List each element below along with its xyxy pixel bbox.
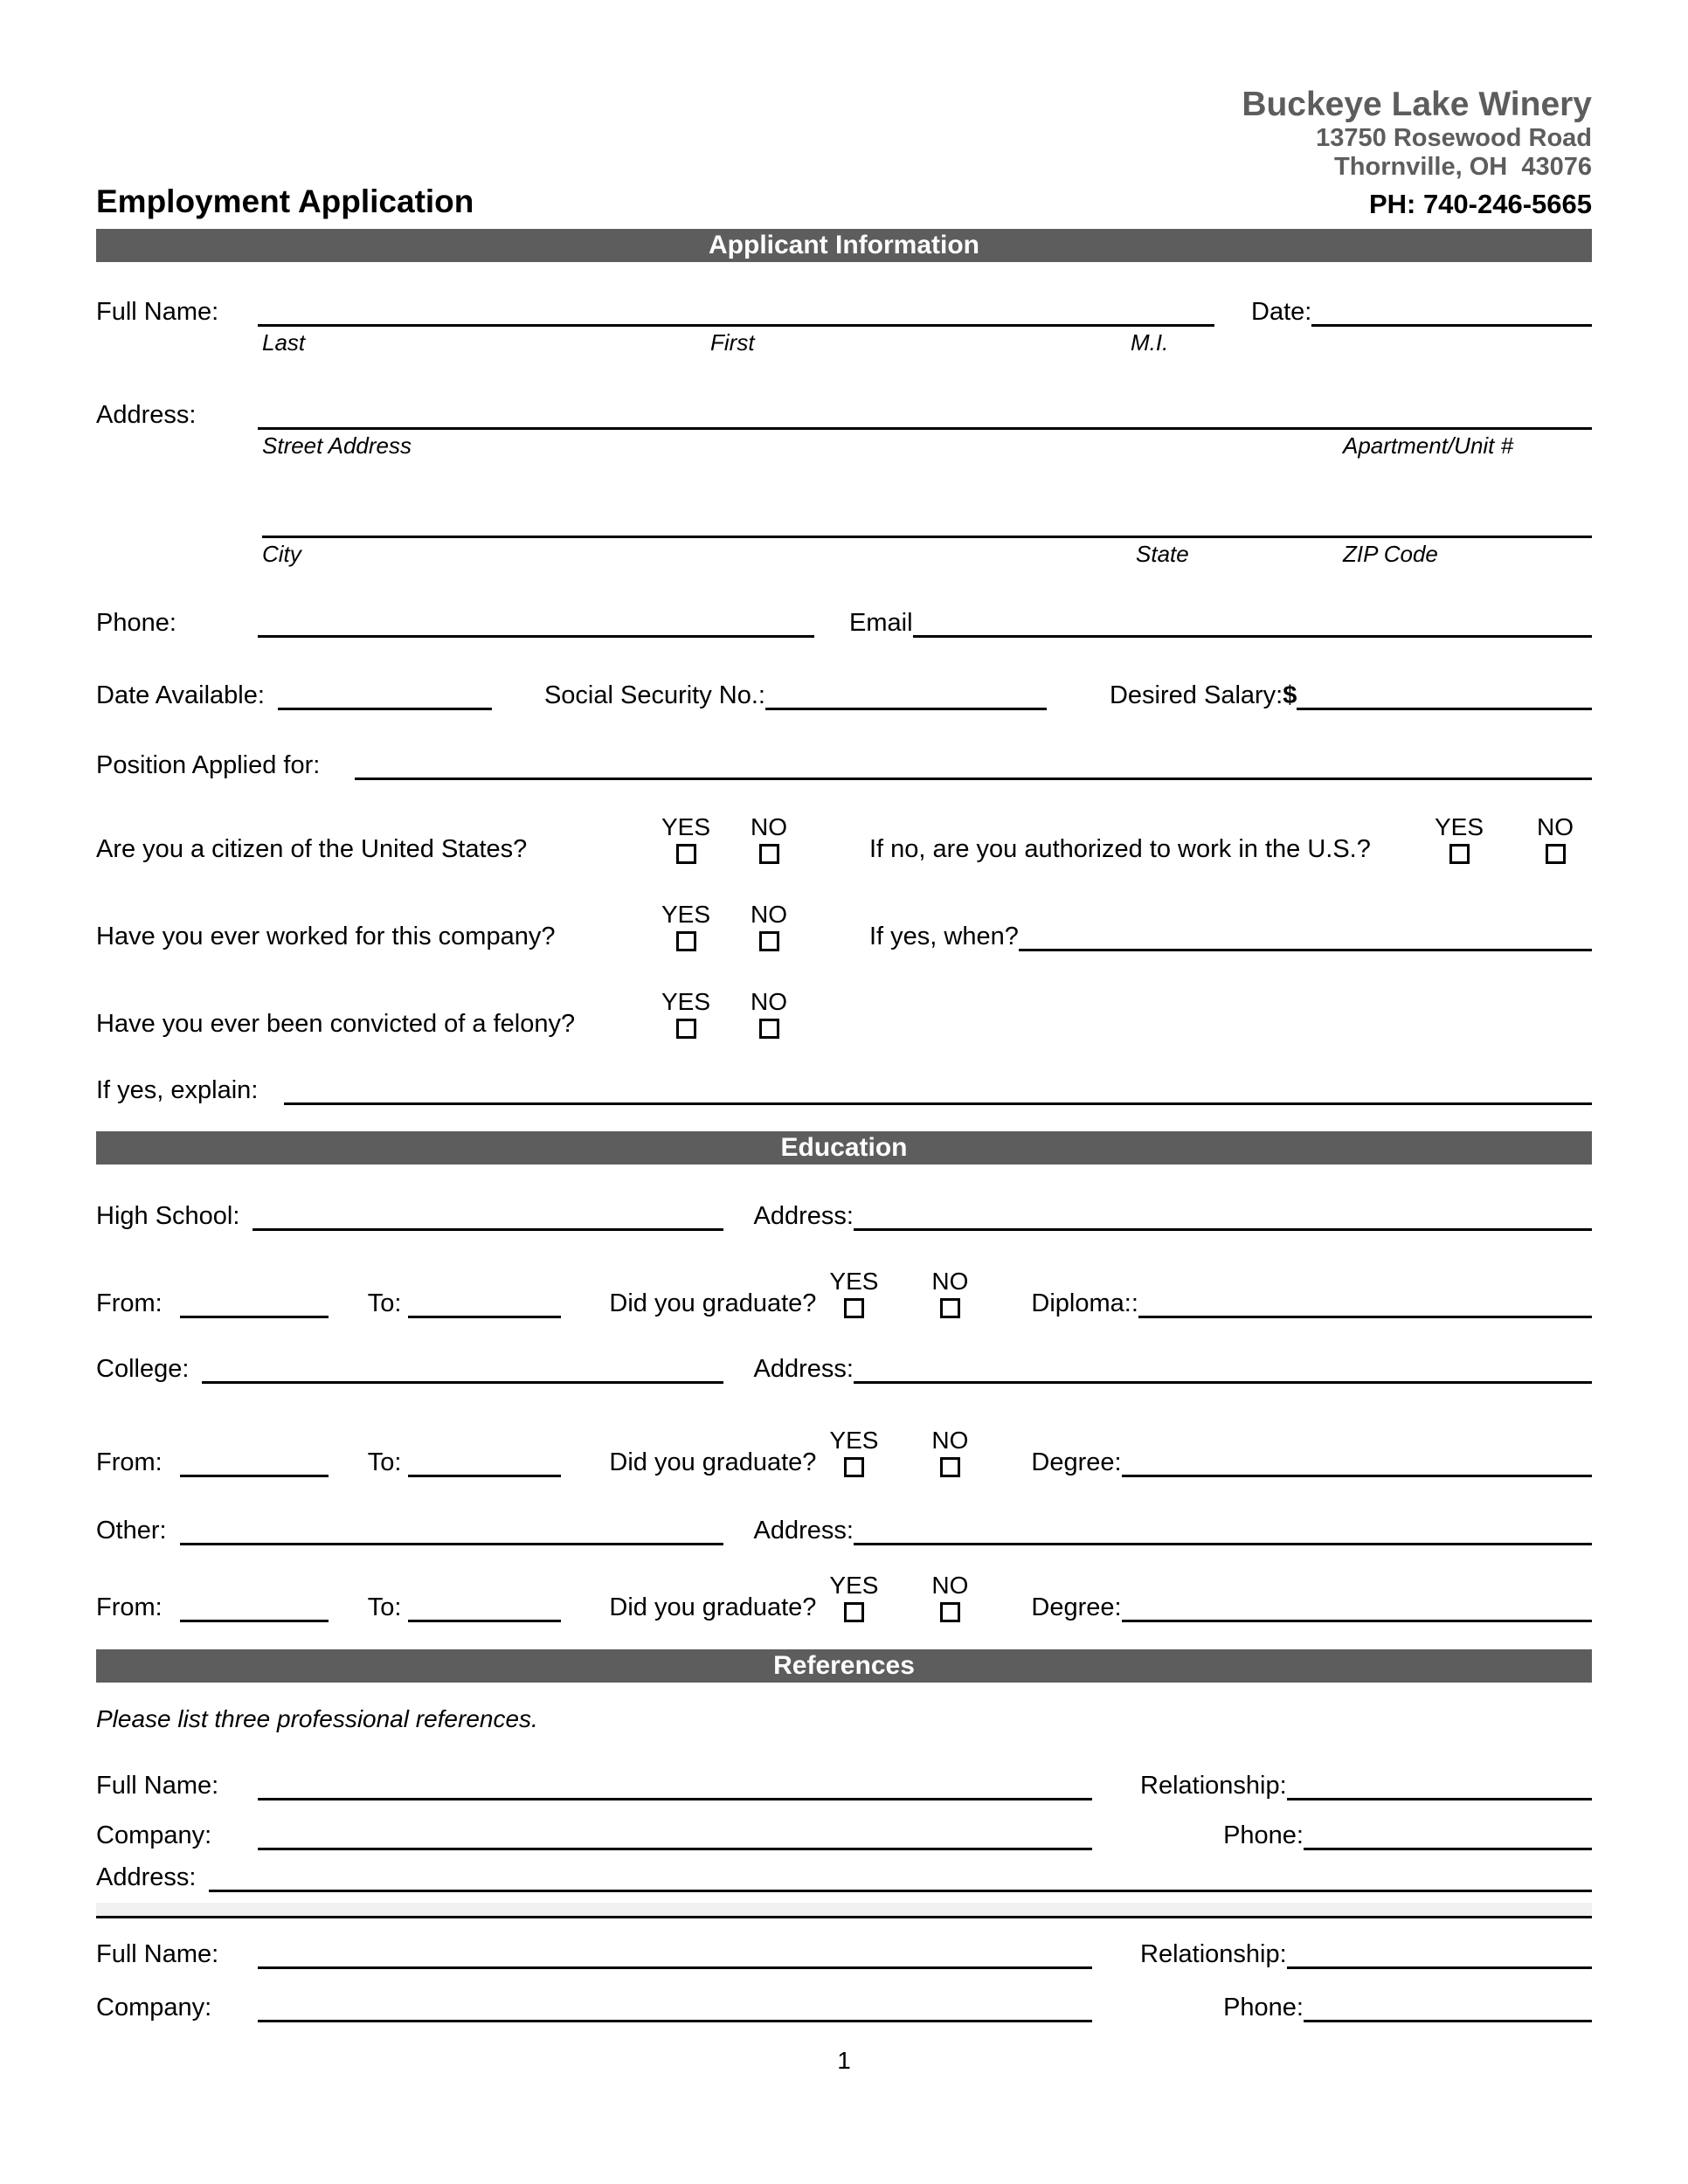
ref1-phone-field[interactable] [1304,1847,1592,1850]
ref2-full-name-label: Full Name: [96,1939,219,1968]
phone-label: Phone: [96,608,176,637]
date-label: Date: [1251,297,1312,326]
ref1-phone-label: Phone: [1223,1821,1304,1849]
college-to-field[interactable] [408,1474,561,1477]
ref2-company-label: Company: [96,1993,212,2022]
other-school-label: Other: [96,1516,167,1545]
citizen-question-label: Are you a citizen of the United States? [96,834,528,863]
desired-salary-field[interactable] [1297,707,1592,710]
ref1-relationship-label: Relationship: [1140,1771,1287,1800]
ref2-phone-field[interactable] [1304,2019,1592,2022]
felony-yn-group [660,987,795,1039]
company-phone: PH: 740-246-5665 [1368,188,1592,219]
other-school-name-field[interactable] [180,1542,723,1545]
no-label: NO [751,812,787,840]
other-grad-yes-option [829,1573,878,1622]
no-label: NO [751,900,787,928]
ref2-company-row [96,1986,1592,2022]
worked-yes-option [660,902,712,951]
ref1-full-name-field[interactable] [258,1797,1092,1800]
authorized-no-option [1529,812,1581,864]
college-to-label: To: [367,1448,402,1476]
highschool-grad-yes-checkbox[interactable] [844,1298,864,1318]
no-label: NO [931,1571,969,1599]
page-number: 1 [837,2046,851,2074]
date-available-label: Date Available: [96,681,265,709]
company-address-line1: 13750 Rosewood Road [1316,123,1592,152]
highschool-label: High School: [96,1201,240,1230]
other-from-label: From: [96,1593,163,1621]
when-field[interactable] [1019,948,1592,951]
full-name-field[interactable] [258,323,1214,327]
street-sublabels [262,432,1592,459]
phone-field[interactable] [258,634,814,638]
ref1-company-label: Company: [96,1821,212,1849]
last-sublabel: Last [262,328,306,356]
other-to-field[interactable] [408,1619,561,1622]
section-header-references: References [96,1649,1592,1683]
ssn-label: Social Security No.: [543,681,765,709]
ref1-company-field[interactable] [258,1847,1092,1850]
name-sublabels [262,329,1592,356]
yes-label: YES [829,1426,879,1454]
other-grad-yes-checkbox[interactable] [844,1602,864,1622]
other-grad-no-option [925,1573,974,1622]
city-sublabels [262,541,1592,567]
desired-salary-label: Desired Salary: [1109,681,1283,709]
highschool-from-field[interactable] [180,1315,329,1318]
yes-label: YES [1434,812,1484,840]
other-graduate-label: Did you graduate? [609,1593,817,1621]
other-degree-field[interactable] [1122,1619,1592,1622]
street-address-sublabel: Street Address [262,432,412,459]
ref1-address-extra-field[interactable] [96,1903,1592,1918]
college-name-field[interactable] [202,1380,723,1384]
citizen-no-checkbox[interactable] [759,844,779,864]
college-row [96,1347,1592,1384]
position-applied-label: Position Applied for: [96,750,321,779]
college-label: College: [96,1354,190,1383]
availability-row [96,674,1592,710]
other-to-label: To: [367,1593,402,1621]
apartment-unit-sublabel: Apartment/Unit # [1343,432,1514,459]
yes-label: YES [661,812,711,840]
highschool-yn-group [829,1269,974,1318]
other-school-row [96,1509,1592,1545]
felony-yes-checkbox[interactable] [676,1019,696,1039]
felony-no-checkbox[interactable] [759,1019,779,1039]
worked-question-row [96,902,1592,951]
address-label: Address: [96,400,197,429]
highschool-detail-row [96,1269,1592,1318]
ref2-name-row [96,1932,1592,1969]
yes-label: YES [829,1571,879,1599]
felony-question-row [96,987,1592,1039]
explain-label: If yes, explain: [96,1075,259,1104]
college-yn-group [829,1428,974,1477]
ref1-company-row [96,1814,1592,1850]
ref1-address-row [96,1856,1592,1892]
position-applied-field[interactable] [355,777,1592,780]
address-row [96,393,1592,430]
phone-email-row [96,601,1592,638]
highschool-name-field[interactable] [253,1227,723,1231]
highschool-grad-yes-option [829,1269,878,1318]
highschool-from-label: From: [96,1289,163,1317]
ref2-company-field[interactable] [258,2019,1092,2022]
no-label: NO [751,987,787,1015]
ref1-name-row [96,1764,1592,1800]
highschool-grad-no-checkbox[interactable] [940,1298,960,1318]
date-available-field[interactable] [278,707,492,710]
city-state-zip-field[interactable] [262,535,1592,538]
other-degree-label: Degree: [1031,1593,1122,1621]
title-row [96,184,1592,220]
citizen-yes-option [660,812,712,864]
highschool-address-field[interactable] [854,1227,1592,1231]
yes-label: YES [829,1267,879,1295]
no-label: NO [931,1267,969,1295]
worked-no-option [743,902,795,951]
college-grad-no-checkbox[interactable] [940,1457,960,1477]
spacer [412,432,1343,459]
worked-yn-group [660,902,795,951]
company-address-line2: Thornville, OH 43076 [1334,153,1592,182]
worked-question-label: Have you ever worked for this company? [96,922,556,950]
ref1-full-name-label: Full Name: [96,1771,219,1800]
ref2-relationship-label: Relationship: [1140,1939,1287,1968]
other-yn-group [829,1573,974,1622]
section-header-education: Education [96,1131,1592,1165]
highschool-graduate-label: Did you graduate? [609,1289,817,1317]
highschool-diploma-field[interactable] [1138,1315,1592,1318]
explain-row [96,1068,1592,1105]
company-info [96,86,1592,183]
ssn-field[interactable] [765,707,1047,710]
felony-no-option [743,987,795,1039]
other-address-label: Address: [753,1516,854,1545]
dollar-sign: $ [1283,681,1297,709]
full-name-label: Full Name: [96,297,219,326]
highschool-to-field[interactable] [408,1315,561,1318]
college-degree-label: Degree: [1031,1448,1122,1476]
no-label: NO [1537,812,1574,840]
citizen-no-option [743,812,795,864]
zip-sublabel: ZIP Code [1343,540,1438,567]
worked-yes-checkbox[interactable] [676,931,696,951]
section-header-applicant-information: Applicant Information [96,229,1592,262]
felony-yes-option [660,987,712,1039]
authorized-yes-checkbox[interactable] [1449,844,1470,864]
college-grad-yes-checkbox[interactable] [844,1457,864,1477]
college-graduate-label: Did you graduate? [609,1448,817,1476]
authorized-no-checkbox[interactable] [1546,844,1566,864]
authorized-yn-group [1433,812,1581,864]
state-sublabel: State [1136,540,1189,567]
highschool-row [96,1194,1592,1231]
full-name-row [96,290,1592,327]
felony-question-label: Have you ever been convicted of a felony? [96,1009,576,1038]
college-from-field[interactable] [180,1474,329,1477]
email-field[interactable] [913,634,1592,638]
first-sublabel: First [710,328,755,356]
ref1-relationship-field[interactable] [1287,1797,1592,1800]
college-from-label: From: [96,1448,163,1476]
college-degree-field[interactable] [1122,1474,1592,1477]
citizen-question-row [96,812,1592,864]
position-row [96,743,1592,780]
no-label: NO [931,1426,969,1454]
authorized-yes-option [1433,812,1485,864]
highschool-to-label: To: [367,1289,402,1317]
college-grad-yes-option [829,1428,878,1477]
highschool-address-label: Address: [753,1201,854,1230]
city-state-zip-row [96,501,1592,538]
yes-label: YES [661,987,711,1015]
worked-no-checkbox[interactable] [759,931,779,951]
college-detail-row [96,1428,1592,1477]
ref1-address-field[interactable] [209,1889,1592,1892]
street-address-field[interactable] [258,426,1592,430]
ref2-relationship-field[interactable] [1287,1966,1592,1969]
college-address-label: Address: [753,1354,854,1383]
ref1-address-label: Address: [96,1863,197,1891]
other-address-field[interactable] [854,1542,1592,1545]
page-title: Employment Application [96,183,474,219]
date-field[interactable] [1311,323,1592,327]
college-grad-no-option [925,1428,974,1477]
city-sublabel: City [262,540,301,567]
explain-field[interactable] [284,1102,1592,1105]
references-intro: Please list three professional references. [96,1704,538,1732]
other-from-field[interactable] [180,1619,329,1622]
college-address-field[interactable] [854,1380,1592,1384]
other-detail-row [96,1573,1592,1622]
ref2-full-name-field[interactable] [258,1966,1092,1969]
citizen-yes-checkbox[interactable] [676,844,696,864]
authorized-question-label: If no, are you authorized to work in the U.S.? [869,834,1371,863]
highschool-grad-no-option [925,1269,974,1318]
highschool-diploma-label: Diploma:: [1031,1289,1138,1317]
yes-label: YES [661,900,711,928]
mi-sublabel: M.I. [1131,328,1169,356]
other-grad-no-checkbox[interactable] [940,1602,960,1622]
ref2-phone-label: Phone: [1223,1993,1304,2022]
citizen-yn-group [660,812,795,864]
email-label: Email [849,608,913,637]
company-name: Buckeye Lake Winery [1242,86,1592,123]
when-label: If yes, when? [869,922,1019,950]
